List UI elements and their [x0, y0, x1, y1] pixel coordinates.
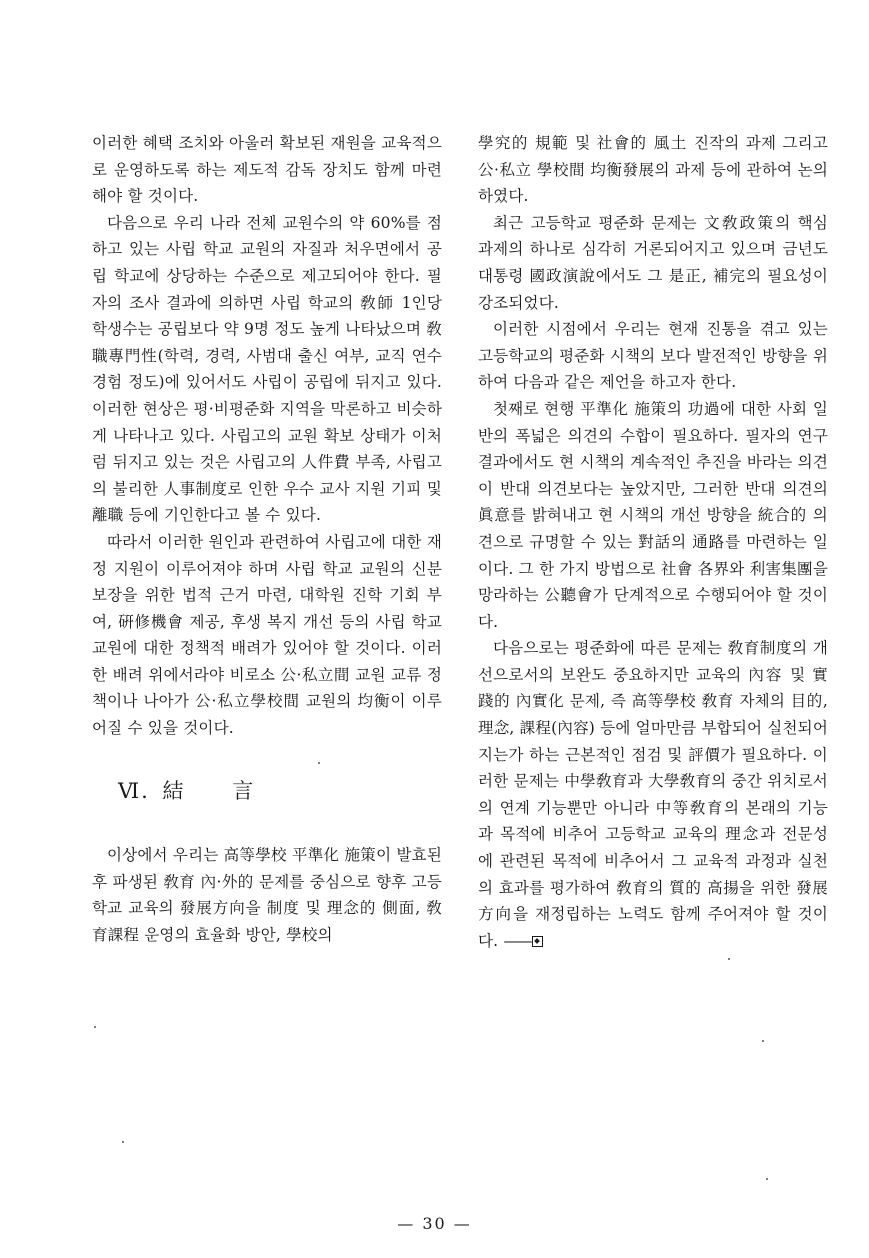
paragraph: 이러한 시점에서 우리는 현재 진통을 겪고 있는 고등학교의 평준화 시책의 보다 발전적인 방향을 위하여 다음과 같은 제언을 하고자 한다.: [478, 320, 828, 392]
scan-speck: [122, 1141, 124, 1143]
section-heading: [118, 778, 442, 805]
right-column: [478, 130, 828, 954]
paragraph: 따라서 이러한 원인과 관련하여 사립고에 대한 재정 지원이 이루어져야 하며 사립 학교 교원의 신분 보장을 위한 법적 근거 마련, 대학원 진학 기회 부여, 硏修機會 제공, 후생 복지 개선 등의 사립 학교 교원에 대한 정책적 배려가 있어야 할 것이다. 이러한 배려 위에서라야 비로소 公·私立間 교원 교류 정책이나 나아가 公·私立學校間 교원의 均衡이 이루어질 수 있을 것이다.: [92, 532, 442, 738]
paragraph: 學究的 規範 및 社會的 風土 진작의 과제 그리고 公·私立 學校間 均衡發展의 과제 등에 관하여 논의하였다.: [478, 134, 828, 206]
scan-speck: [728, 958, 730, 960]
paragraph: 이러한 혜택 조치와 아울러 확보된 재원을 교육적으로 운영하도록 하는 제도적 감독 장치도 함께 마련해야 할 것이다.: [92, 134, 442, 206]
paragraph: 이상에서 우리는 高等學校 平準化 施策이 발효된 후 파생된 敎育 內·外的 문제를 중심으로 향후 고등학교 교육의 發展方向을 制度 및 理念的 側面, 敎育課程 운영의 효율화 방안, 學校의: [92, 846, 442, 945]
paragraph: 최근 고등학교 평준화 문제는 文敎政策의 핵심 과제의 하나로 심각히 거론되어지고 있으며 금년도 대통령 國政演說에서도 그 是正, 補完의 필요성이 강조되었다.: [478, 213, 828, 312]
paragraph: 다음으로 우리 나라 전체 교원수의 약 60%를 점하고 있는 사립 학교 교원의 자질과 처우면에서 공립 학교에 상당하는 수준으로 제고되어야 한다. 필자의 조사 결과에 의하면 사립 학교의 敎師 1인당 학생수는 공립보다 약 9명 정도 높게 나타났으며 敎職專門性(학력, 경력, 사범대 출신 여부, 교직 연수 경험 정도)에 있어서도 사립이 공립에 뒤지고 있다. 이러한 현상은 평·비평준화 지역을 막론하고 비슷하게 나타나고 있다. 사립고의 교원 확보 상태가 이처럼 뒤지고 있는 것은 사립고의 人件費 부족, 사립고의 불리한 人事制度로 인한 우수 교사 지원 기피 및 離職 등에 기인한다고 볼 수 있다.: [92, 213, 442, 525]
section-number: Ⅵ.: [118, 778, 150, 803]
paragraph-final: [478, 635, 828, 954]
scan-speck: [766, 1178, 768, 1180]
paragraph: 첫째로 현행 平準化 施策의 功過에 대한 사회 일반의 폭넓은 의견의 수합이 필요하다. 필자의 연구 결과에서도 현 시책의 계속적인 추진을 바라는 의견이 반대 의견보다는 높았지만, 그러한 반대 의견의 眞意를 밝혀내고 현 시책의 개선 방향을 統合的 의견으로 규명할 수 있는 對話의 通路를 마련하는 일이다. 그 한 가지 방법으로 社會 各界와 利害集團을 망라하는 公聽會가 단계적으로 수행되어야 할 것이다.: [478, 399, 828, 631]
page-number: — 30 —: [397, 1214, 472, 1233]
section-title-part: 言: [232, 778, 256, 803]
paragraph-text: 다음으로는 평준화에 따른 문제는 敎育制度의 개선으로서의 보완도 중요하지만 교육의 內容 및 實踐的 內實化 문제, 즉 高等學校 敎育 자체의 目的, 理念, 課程(內容) 등에 얼마만큼 부합되어 실천되어지는가 하는 근본적인 점검 및 評價가 필요하다. 이러한 문제는 中學敎育과 大學敎育의 중간 위치로서의 연계 기능뿐만 아니라 中等敎育의 본래의 기능과 목적에 비추어 고등학교 교육의 理念과 전문성에 관련된 목적에 비추어서 그 교육적 과정과 실천의 효과를 평가하여 敎育의 質的 高揚을 위한 發展方向을 재정립하는 노력도 함께 주어져야 할 것이다.: [478, 639, 828, 950]
end-dash: ——: [503, 931, 531, 950]
end-of-article-icon: [532, 936, 543, 947]
section-title-part: 結: [162, 778, 186, 803]
left-column: [92, 130, 442, 949]
scan-speck: [318, 762, 320, 764]
scan-speck: [94, 1026, 96, 1028]
scan-speck: [762, 1040, 764, 1042]
